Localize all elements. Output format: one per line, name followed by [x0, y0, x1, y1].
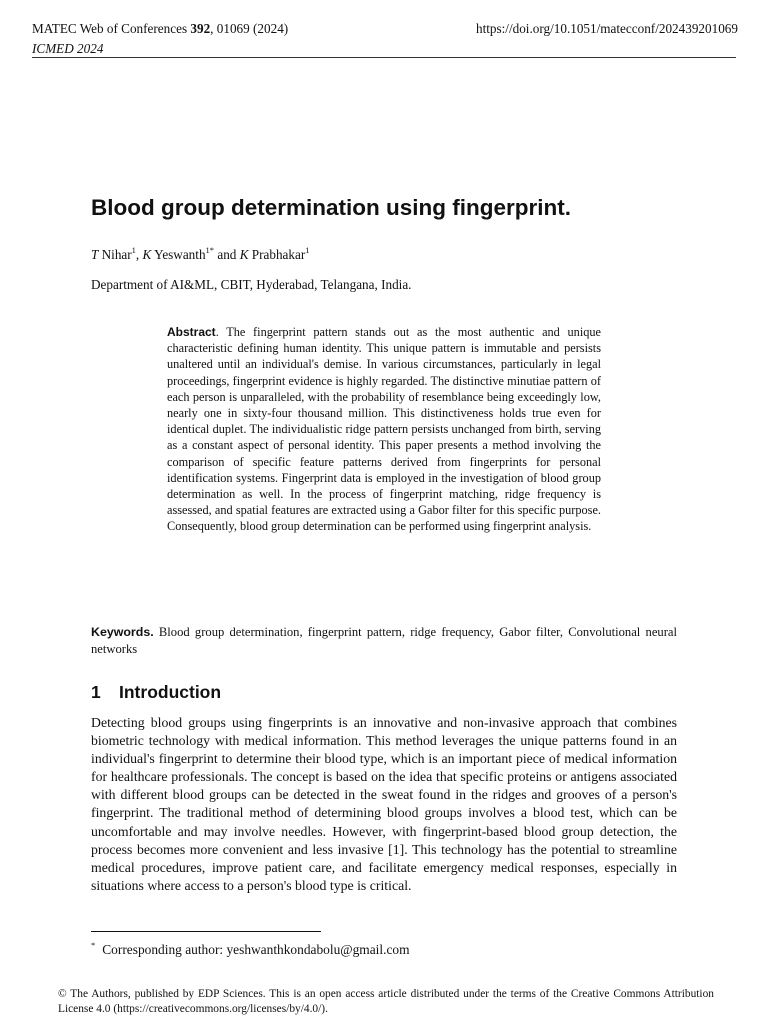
footnote-divider	[91, 931, 321, 932]
conference-name: ICMED 2024	[32, 41, 104, 56]
author-affiliation-mark: 1	[131, 245, 136, 255]
introduction-paragraph: Detecting blood groups using fingerprints is an innovative and non-invasive approach that combines biometric technology with medical information. This method leverages the unique patterns found in an individual's fingerprint to determine their blood type, which is an important piece of medical information for healthcare professionals. The concept is based on the idea that specific proteins or antigens associated with different blood groups can be detected in the sweat found in the ridges and grooves of a person's fingerprint. The traditional method of determining blood groups involves a blood test, which can be uncomfortable and may involve needles. However, with fingerprint-based blood group detection, the process becomes more convenient and less invasive [1]. This technology has the potential to streamline medical procedures, improve patient care, and facilitate emergency medical responses, especially in situations where access to a person's blood type is critical.	[91, 715, 677, 893]
journal-name: MATEC Web of Conferences	[32, 21, 191, 36]
section-title: Introduction	[119, 682, 222, 702]
author-surname: Prabhakar	[248, 247, 306, 262]
author-separator: and	[214, 247, 240, 262]
author-initial: K	[142, 247, 152, 262]
footnote-text: Corresponding author: yeshwanthkondabolu@gmail.com	[102, 942, 410, 957]
author-initial: K	[239, 247, 249, 262]
affiliation: Department of AI&ML, CBIT, Hyderabad, Telangana, India.	[91, 277, 412, 292]
abstract	[167, 324, 601, 535]
author-separator: ,	[135, 247, 143, 262]
license-notice: © The Authors, published by EDP Sciences. This is an open access article distributed under the terms of the Creative Commons Attribution License 4.0 (https://creativecommons.org/licenses/by/4.0/).	[58, 988, 714, 1015]
author-affiliation-mark: 1	[305, 245, 310, 255]
author-list	[91, 246, 310, 264]
keywords	[91, 624, 677, 658]
section-heading	[91, 680, 221, 704]
keywords-label: Keywords.	[91, 625, 154, 639]
footnote-marker: *	[91, 940, 96, 950]
running-header	[32, 19, 288, 59]
keywords-text: Blood group determination, fingerprint pattern, ridge frequency, Gabor filter, Convolutional neural networks	[91, 625, 677, 656]
footnote	[91, 941, 410, 959]
author-surname: Nihar	[98, 247, 132, 262]
abstract-label: Abstract	[167, 325, 216, 339]
author-surname: Yeswanth	[151, 247, 206, 262]
journal-volume: 392	[190, 21, 211, 36]
header-divider	[32, 57, 736, 58]
journal-citation	[32, 19, 288, 39]
doi-link[interactable]: https://doi.org/10.1051/matecconf/202439201069	[475, 21, 738, 36]
author-affiliation-mark: 1*	[205, 245, 215, 255]
article-number: , 01069 (2024)	[210, 21, 289, 36]
section-number: 1	[91, 682, 101, 702]
author-initial: T	[91, 247, 99, 262]
abstract-text: . The fingerprint pattern stands out as the most authentic and unique characteristic defining human identity. This unique pattern is immutable and persists unaltered until an individual's demise. In various circumstances, particularly in legal proceedings, fingerprint evidence is highly regarded. The distinctive minutiae pattern of each person is unparalleled, with the probability of resemblance being exceedingly low, nearly one in sixty-four thousand million. This distinctiveness holds true even for identical duplet. The individualistic ridge pattern persists unchanged from birth, serving as a constant aspect of personal identity. This paper presents a method involving the comparison of specific feature patterns derived from fingerprints for personal identification systems. Fingerprint data is employed in the investigation of blood group determination as well. In the process of fingerprint matching, ridge frequency is assessed, and spatial features are extracted using a Gabor filter for this specific purpose. Consequently, blood group determination can be performed using fingerprint analysis.	[167, 325, 601, 534]
paper-title: Blood group determination using fingerprint.	[91, 195, 571, 220]
